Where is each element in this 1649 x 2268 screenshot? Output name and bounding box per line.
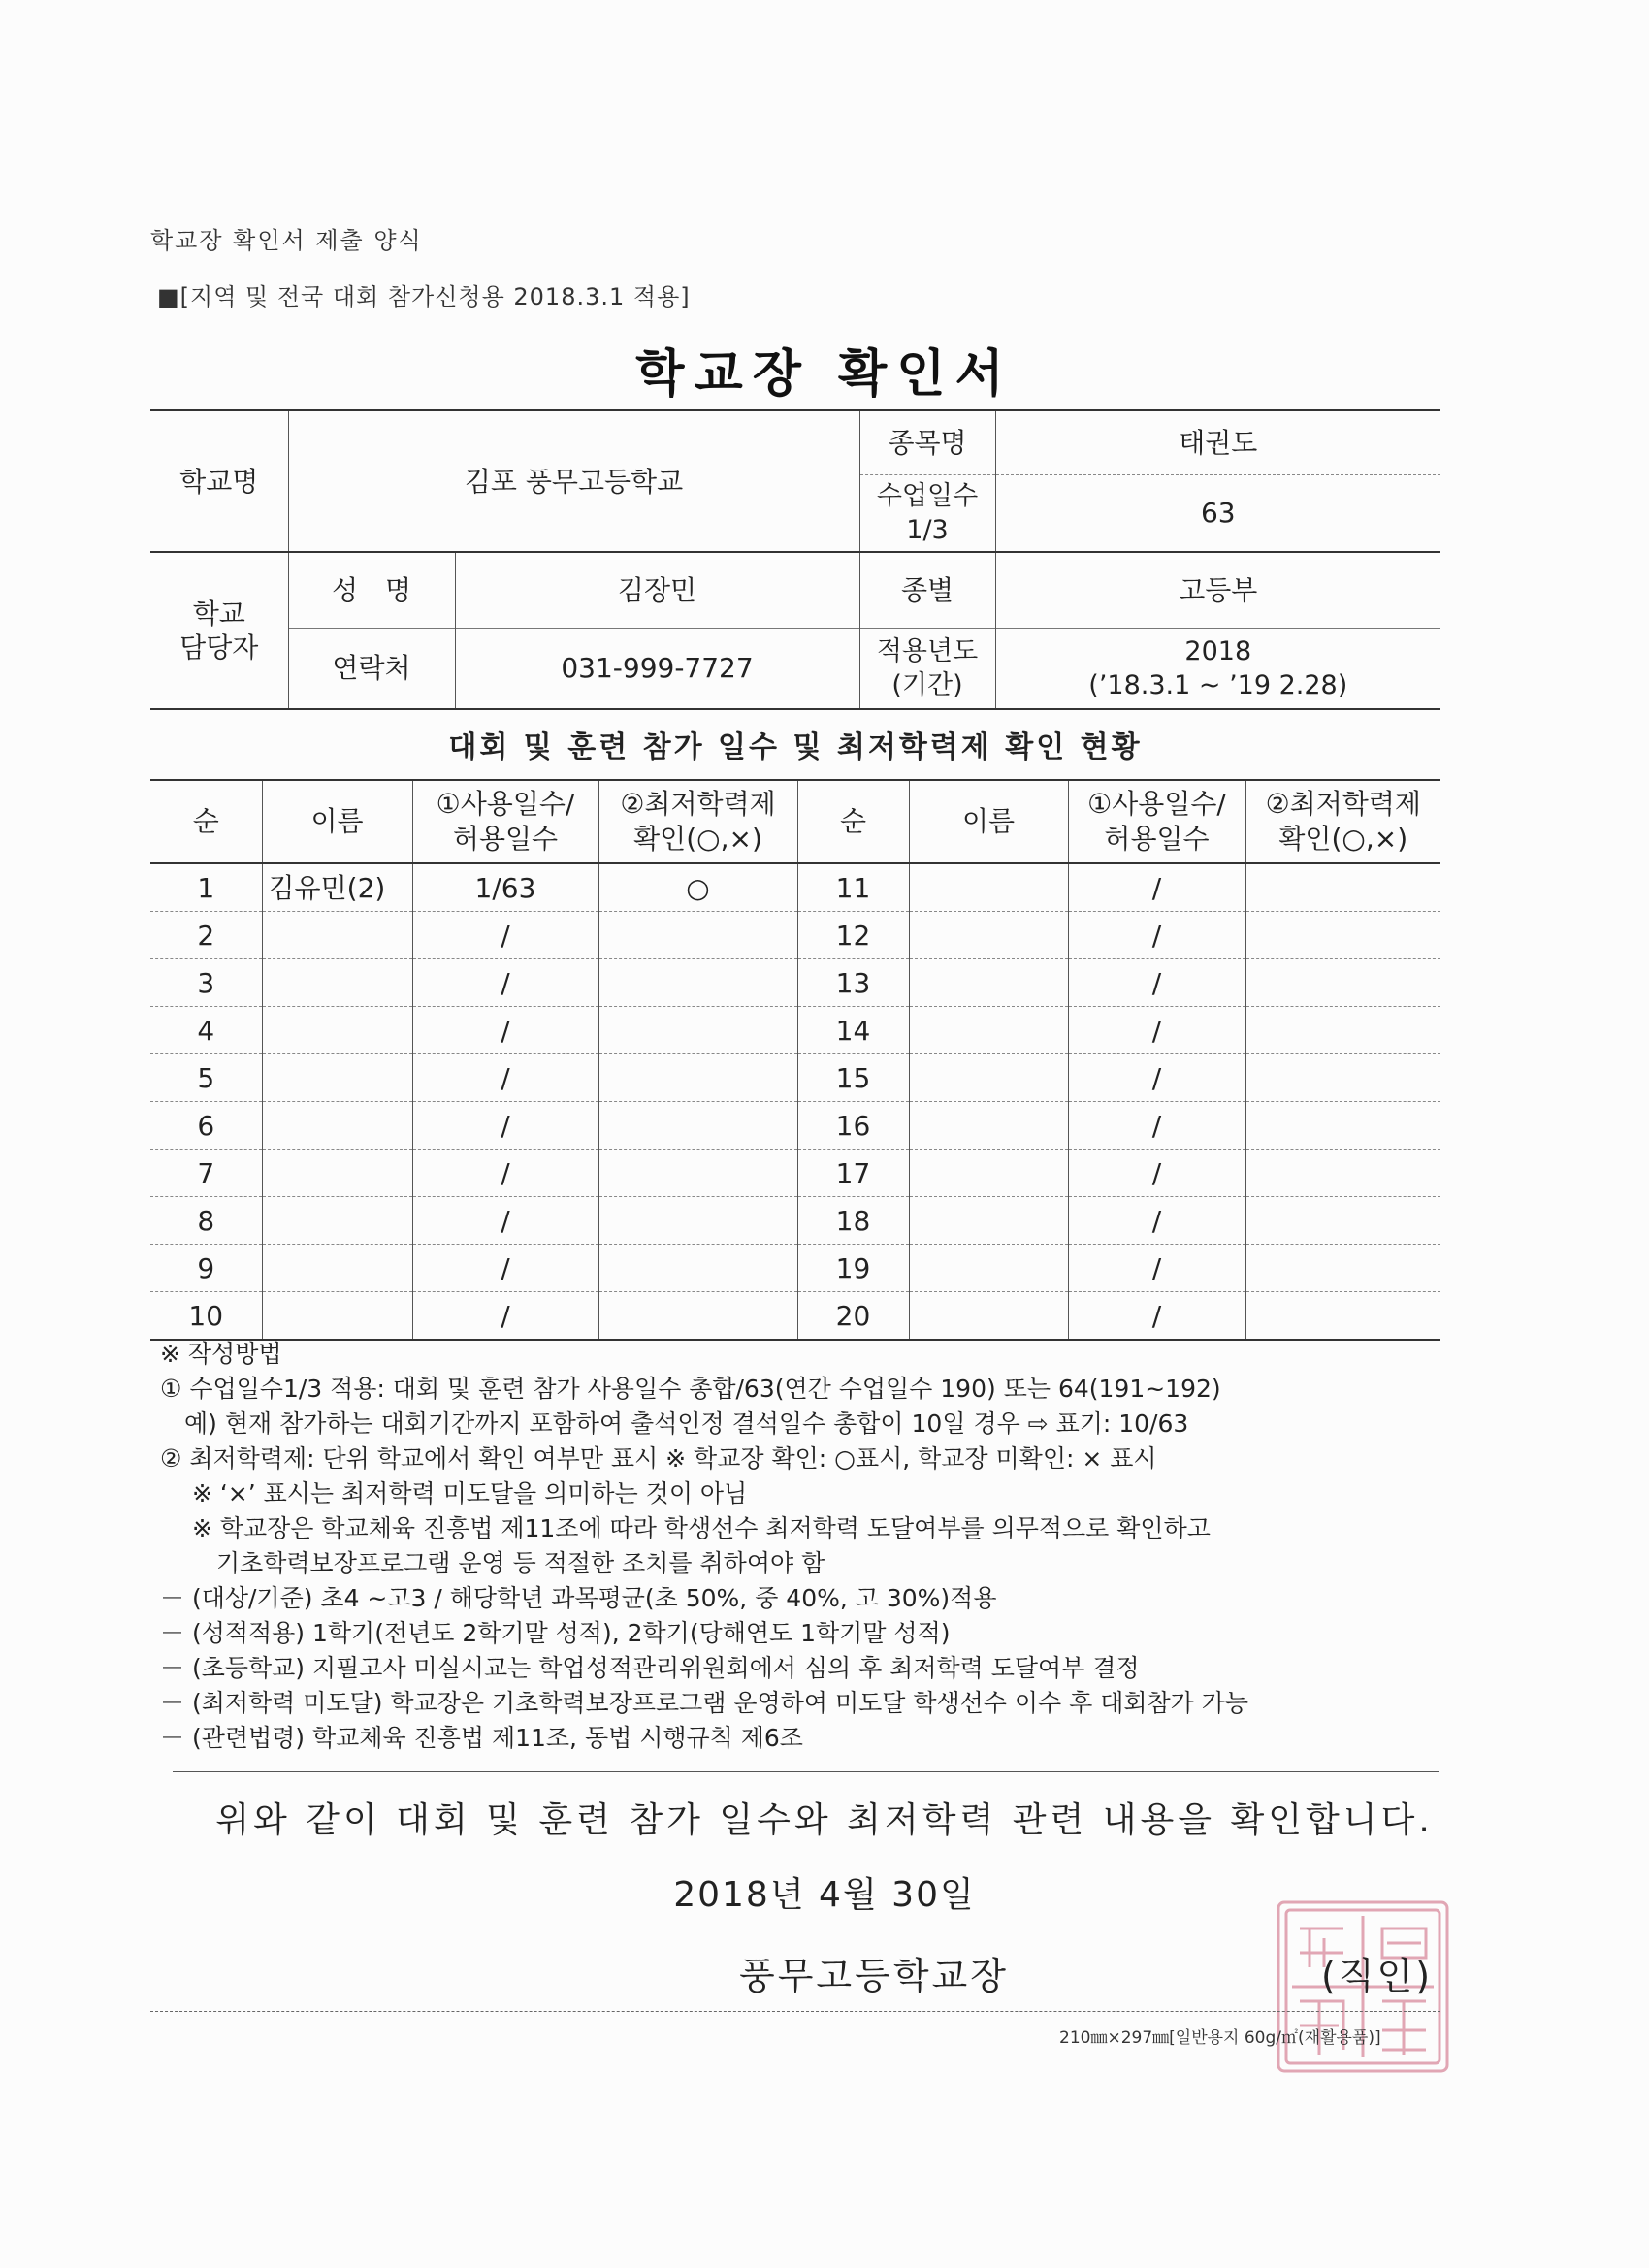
row-number-cell: 17 bbox=[797, 1150, 909, 1197]
row-number-cell: 12 bbox=[797, 912, 909, 959]
student-name-cell bbox=[909, 1150, 1068, 1197]
student-name-cell bbox=[262, 1197, 412, 1245]
header-check-line1: ②최저학력제 bbox=[620, 787, 776, 820]
class-days-value: 63 bbox=[995, 474, 1440, 552]
days-used-cell: / bbox=[412, 1007, 598, 1054]
student-name-cell bbox=[262, 1102, 412, 1150]
row-number-cell: 9 bbox=[150, 1245, 262, 1292]
instructions-line: ※ ‘×’ 표시는 최저학력 미도달을 의미하는 것이 아님 bbox=[160, 1479, 748, 1507]
student-name-cell bbox=[262, 1292, 412, 1341]
student-name-cell bbox=[262, 1054, 412, 1102]
header-days-right bbox=[1068, 780, 1245, 863]
days-used-cell: / bbox=[1068, 912, 1245, 959]
header-check-right bbox=[1245, 780, 1440, 863]
manager-name-label: 성 명 bbox=[288, 552, 455, 628]
table-row bbox=[150, 959, 1440, 1007]
manager-label-line2: 담당자 bbox=[179, 632, 259, 664]
academic-check-cell bbox=[598, 1150, 797, 1197]
table-row bbox=[150, 1007, 1440, 1054]
row-number-cell: 14 bbox=[797, 1007, 909, 1054]
section-title: 대회 및 훈련 참가 일수 및 최저학력제 확인 현황 bbox=[448, 730, 1143, 764]
table-row bbox=[150, 1292, 1440, 1341]
principal-title: 풍무고등학교장 bbox=[739, 1955, 1009, 1997]
table-row bbox=[150, 1054, 1440, 1102]
days-used-cell: / bbox=[412, 959, 598, 1007]
contact-value: 031-999-7727 bbox=[455, 628, 859, 709]
instructions-line: ② 최저학력제: 단위 학교에서 확인 여부만 표시 ※ 학교장 확인: ○표시, 학교장 미확인: × 표시 bbox=[160, 1444, 1157, 1473]
instructions-line: － (성적적용) 1학기(전년도 2학기말 성적), 2학기(당해연도 1학기말 성적) bbox=[160, 1619, 951, 1647]
academic-check-cell bbox=[598, 1245, 797, 1292]
header-days-line2: 허용일수 bbox=[1104, 823, 1210, 855]
instructions-line: 기초학력보장프로그램 운영 등 적절한 조치를 취하여야 함 bbox=[160, 1549, 825, 1577]
days-used-cell: / bbox=[1068, 1245, 1245, 1292]
school-info-table bbox=[150, 409, 1440, 710]
student-name-cell bbox=[909, 1292, 1068, 1341]
class-days-label-line1: 수업일수 bbox=[876, 480, 979, 511]
days-used-cell: 1/63 bbox=[412, 863, 598, 912]
manager-label bbox=[150, 552, 288, 709]
academic-check-cell bbox=[598, 912, 797, 959]
school-name-label: 학교명 bbox=[179, 465, 259, 498]
instructions bbox=[160, 1337, 1450, 1756]
row-number-cell: 1 bbox=[150, 863, 262, 912]
division-value: 고등부 bbox=[995, 552, 1440, 628]
student-name-cell bbox=[262, 959, 412, 1007]
academic-check-cell bbox=[598, 1054, 797, 1102]
days-used-cell: / bbox=[412, 1245, 598, 1292]
table-row bbox=[150, 1102, 1440, 1150]
academic-check-cell: ○ bbox=[598, 863, 797, 912]
year-value-line2: (’18.3.1 ~ ’19 2.28) bbox=[1088, 669, 1348, 700]
days-used-cell: / bbox=[1068, 1102, 1245, 1150]
class-days-label bbox=[859, 474, 995, 552]
row-number-cell: 8 bbox=[150, 1197, 262, 1245]
instructions-line: － (초등학교) 지필고사 미실시교는 학업성적관리위원회에서 심의 후 최저학력 도달여부 결정 bbox=[160, 1654, 1140, 1682]
academic-check-cell bbox=[1245, 1102, 1440, 1150]
row-number-cell: 18 bbox=[797, 1197, 909, 1245]
academic-check-cell bbox=[1245, 1054, 1440, 1102]
student-name-cell bbox=[909, 1054, 1068, 1102]
student-name-cell bbox=[909, 1007, 1068, 1054]
academic-check-cell bbox=[1245, 1245, 1440, 1292]
days-used-cell: / bbox=[1068, 1150, 1245, 1197]
days-used-cell: / bbox=[412, 1197, 598, 1245]
row-number-cell: 19 bbox=[797, 1245, 909, 1292]
academic-check-cell bbox=[598, 1197, 797, 1245]
table-row bbox=[150, 1150, 1440, 1197]
table-row bbox=[150, 1245, 1440, 1292]
year-label-line2: (기간) bbox=[891, 669, 963, 700]
instructions-line: － (관련법령) 학교체육 진흥법 제11조, 동법 시행규칙 제6조 bbox=[160, 1724, 803, 1752]
header-days-left bbox=[412, 780, 598, 863]
days-used-cell: / bbox=[412, 1150, 598, 1197]
row-number-cell: 20 bbox=[797, 1292, 909, 1341]
table-row bbox=[150, 912, 1440, 959]
school-name-value: 김포 풍무고등학교 bbox=[288, 410, 859, 552]
header-check-line1: ②최저학력제 bbox=[1265, 787, 1421, 820]
closing-statement: 위와 같이 대회 및 훈련 참가 일수와 최저학력 관련 내용을 확인합니다. bbox=[215, 1800, 1434, 1840]
header-check-line2: 확인(○,×) bbox=[633, 823, 762, 855]
days-used-cell: / bbox=[1068, 1292, 1245, 1341]
manager-label-line1: 학교 bbox=[192, 598, 245, 630]
instructions-line: ① 수업일수1/3 적용: 대회 및 훈련 참가 사용일수 총합/63(연간 수업일수 190) 또는 64(191~192) bbox=[160, 1375, 1221, 1403]
form-subtitle: ■[지역 및 전국 대회 참가신청용 2018.3.1 적용] bbox=[157, 283, 691, 310]
instructions-line: 예) 현재 참가하는 대회기간까지 포함하여 출석인정 결석일수 총합이 10일 경우 ⇨ 표기: 10/63 bbox=[160, 1409, 1189, 1438]
days-used-cell: / bbox=[1068, 1007, 1245, 1054]
academic-check-cell bbox=[1245, 1292, 1440, 1341]
row-number-cell: 11 bbox=[797, 863, 909, 912]
days-used-cell: / bbox=[412, 1054, 598, 1102]
header-name-left: 이름 bbox=[262, 780, 412, 863]
student-name-cell: 김유민(2) bbox=[262, 863, 412, 912]
academic-check-cell bbox=[598, 1292, 797, 1341]
days-used-cell: / bbox=[1068, 1054, 1245, 1102]
instructions-line: ※ 학교장은 학교체육 진흥법 제11조에 따라 학생선수 최저학력 도달여부를 의무적으로 확인하고 bbox=[160, 1514, 1211, 1542]
divider-line bbox=[173, 1771, 1439, 1772]
table-row bbox=[150, 863, 1440, 912]
student-name-cell bbox=[909, 1197, 1068, 1245]
days-used-cell: / bbox=[1068, 959, 1245, 1007]
row-number-cell: 2 bbox=[150, 912, 262, 959]
instructions-line: － (대상/기준) 초4 ~고3 / 해당학년 과목평균(초 50%, 중 40%, 고 30%)적용 bbox=[160, 1584, 997, 1612]
year-value-line1: 2018 bbox=[1184, 635, 1252, 666]
academic-check-cell bbox=[598, 959, 797, 1007]
days-used-cell: / bbox=[1068, 863, 1245, 912]
student-name-cell bbox=[909, 1102, 1068, 1150]
student-name-cell bbox=[262, 912, 412, 959]
year-value bbox=[995, 628, 1440, 709]
sport-label: 종목명 bbox=[859, 410, 995, 474]
year-label bbox=[859, 628, 995, 709]
student-name-cell bbox=[909, 912, 1068, 959]
student-name-cell bbox=[262, 1245, 412, 1292]
academic-check-cell bbox=[1245, 912, 1440, 959]
student-name-cell bbox=[909, 863, 1068, 912]
days-used-cell: / bbox=[412, 1292, 598, 1341]
academic-check-cell bbox=[1245, 863, 1440, 912]
seal-label: (직인) bbox=[1321, 1955, 1434, 1997]
days-used-cell: / bbox=[412, 912, 598, 959]
days-used-cell: / bbox=[1068, 1197, 1245, 1245]
table-row bbox=[150, 1197, 1440, 1245]
row-number-cell: 13 bbox=[797, 959, 909, 1007]
header-days-line1: ①사용일수/ bbox=[436, 787, 575, 820]
header-no-left: 순 bbox=[192, 804, 219, 837]
header-name-right: 이름 bbox=[909, 780, 1068, 863]
document-title: 학교장 확인서 bbox=[635, 345, 1014, 404]
student-name-cell bbox=[262, 1150, 412, 1197]
class-days-label-line2: 1/3 bbox=[906, 514, 949, 545]
academic-check-cell bbox=[1245, 1007, 1440, 1054]
issue-date: 2018년 4월 30일 bbox=[673, 1875, 976, 1915]
student-status-table bbox=[150, 779, 1440, 1341]
header-check-left bbox=[598, 780, 797, 863]
year-label-line1: 적용년도 bbox=[876, 635, 979, 666]
row-number-cell: 4 bbox=[150, 1007, 262, 1054]
student-name-cell bbox=[262, 1007, 412, 1054]
academic-check-cell bbox=[598, 1007, 797, 1054]
instructions-line: － (최저학력 미도달) 학교장은 기초학력보장프로그램 운영하여 미도달 학생선수 이수 후 대회참가 가능 bbox=[160, 1689, 1249, 1717]
row-number-cell: 16 bbox=[797, 1102, 909, 1150]
paper-spec-footer: 210㎜×297㎜[일반용지 60g/㎡(재활용품)] bbox=[1059, 2028, 1381, 2048]
academic-check-cell bbox=[1245, 959, 1440, 1007]
footer-divider bbox=[150, 2011, 1440, 2012]
manager-name-value: 김장민 bbox=[455, 552, 859, 628]
instructions-title: ※ 작성방법 bbox=[160, 1340, 282, 1368]
row-number-cell: 3 bbox=[150, 959, 262, 1007]
contact-label: 연락처 bbox=[288, 628, 455, 709]
student-name-cell bbox=[909, 959, 1068, 1007]
row-number-cell: 10 bbox=[150, 1292, 262, 1341]
division-label: 종별 bbox=[859, 552, 995, 628]
days-used-cell: / bbox=[412, 1102, 598, 1150]
academic-check-cell bbox=[1245, 1197, 1440, 1245]
header-days-line1: ①사용일수/ bbox=[1087, 787, 1226, 820]
row-number-cell: 15 bbox=[797, 1054, 909, 1102]
header-no-right: 순 bbox=[797, 780, 909, 863]
row-number-cell: 7 bbox=[150, 1150, 262, 1197]
header-check-line2: 확인(○,×) bbox=[1278, 823, 1408, 855]
student-name-cell bbox=[909, 1245, 1068, 1292]
row-number-cell: 5 bbox=[150, 1054, 262, 1102]
row-number-cell: 6 bbox=[150, 1102, 262, 1150]
academic-check-cell bbox=[598, 1102, 797, 1150]
header-days-line2: 허용일수 bbox=[452, 823, 559, 855]
form-label: 학교장 확인서 제출 양식 bbox=[150, 227, 423, 254]
academic-check-cell bbox=[1245, 1150, 1440, 1197]
sport-value: 태권도 bbox=[995, 410, 1440, 474]
